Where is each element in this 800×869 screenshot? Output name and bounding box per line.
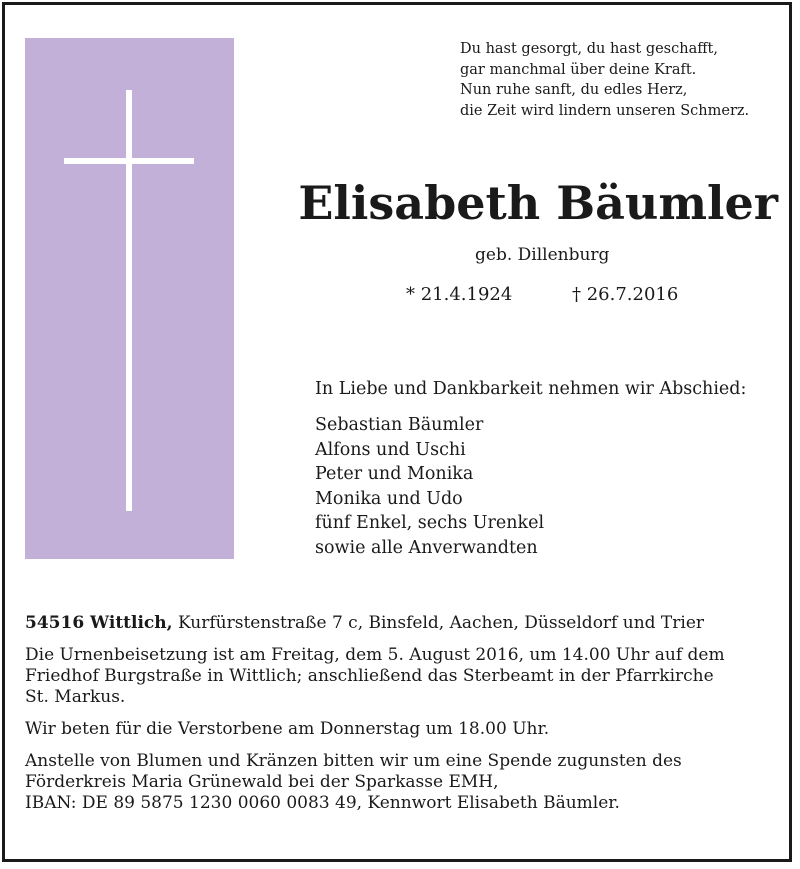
birth-date: * 21.4.1924 (406, 284, 513, 305)
mourners-list (315, 413, 544, 560)
death-date: † 26.7.2016 (572, 284, 679, 305)
funeral-line: Die Urnenbeisetzung ist am Freitag, dem 5. August 2016, um 14.00 Uhr auf dem (25, 645, 725, 665)
poem (460, 39, 790, 121)
mourner: fünf Enkel, sechs Urenkel (315, 513, 545, 533)
cross-panel (25, 38, 234, 559)
mourner: Alfons und Uschi (315, 439, 466, 460)
poem-line: Nun ruhe sanft, du edles Herz, (460, 82, 688, 98)
cross-icon-horizontal-bar (64, 158, 194, 164)
mourner: Monika und Udo (315, 488, 463, 509)
mourner: Peter und Monika (315, 464, 474, 484)
poem-line: gar manchmal über deine Kraft. (460, 61, 697, 78)
farewell-text: In Liebe und Dankbarkeit nehmen wir Abschied: (315, 379, 747, 399)
donation-line: Anstelle von Blumen und Kränzen bitten wir um eine Spende zugunsten des (25, 751, 682, 771)
birth-name: geb. Dillenburg (475, 245, 610, 265)
poem-line: Du hast gesorgt, du hast geschafft, (460, 41, 718, 57)
funeral-info (25, 645, 785, 708)
donation-line: Förderkreis Maria Grünewald bei der Sparkasse EMH, (25, 772, 499, 792)
prayer-info: Wir beten für die Verstorbene am Donnerstag um 18.00 Uhr. (25, 719, 550, 739)
donation-info (25, 751, 785, 814)
mourner: sowie alle Anverwandten (315, 537, 538, 558)
cross-icon-vertical-bar (126, 90, 132, 511)
funeral-line: St. Markus. (25, 687, 126, 707)
deceased-name: Elisabeth Bäumler (298, 176, 778, 230)
obituary-notice (2, 2, 792, 862)
details-section (25, 613, 785, 825)
funeral-line: Friedhof Burgstraße in Wittlich; anschließend das Sterbeamt in der Pfarrkirche (25, 666, 714, 686)
address-city: 54516 Wittlich, (25, 613, 173, 633)
poem-line: die Zeit wird lindern unseren Schmerz. (460, 102, 750, 119)
donation-line: IBAN: DE 89 5875 1230 0060 0083 49, Kennwort Elisabeth Bäumler. (25, 793, 620, 813)
mourner: Sebastian Bäumler (315, 415, 484, 435)
address-line (25, 613, 785, 634)
address-rest: Kurfürstenstraße 7 c, Binsfeld, Aachen, Düsseldorf und Trier (172, 613, 705, 633)
